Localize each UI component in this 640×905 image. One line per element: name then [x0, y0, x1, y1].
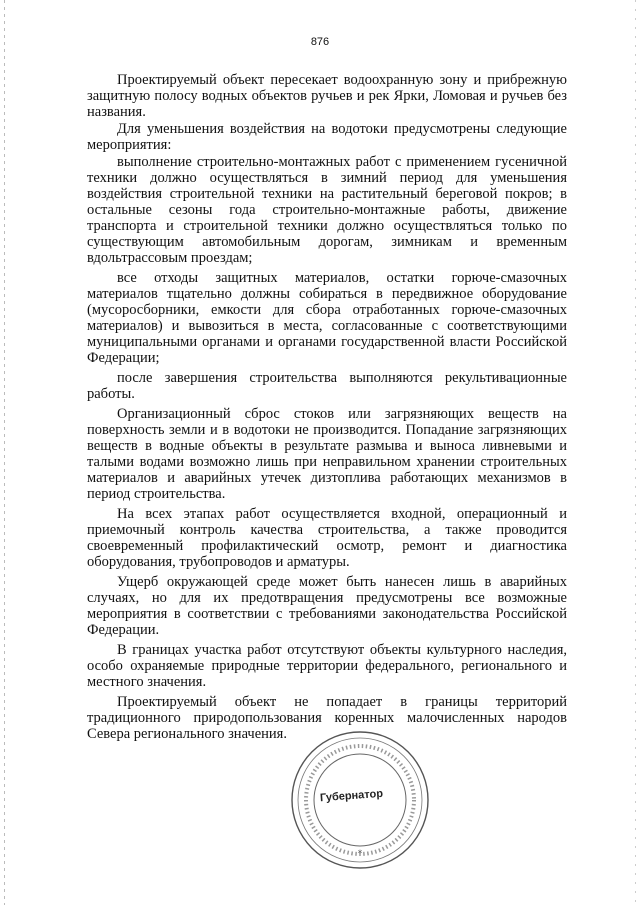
page-number: 876	[310, 36, 330, 48]
paragraph-4: все отходы защитных материалов, остатки горюче-смазочных материалов тщательно должны собираться в передвижное оборудование (мусоросборники, емкости для сбора отработанных горюче-смазочных материалов) и вывозиться в места, согласованные с соответствующими муниципальными органами и органами государственной власти Российской Федерации;	[87, 270, 567, 366]
paragraph-2: Для уменьшения воздействия на водотоки предусмотрены следующие мероприятия:	[87, 121, 567, 153]
scan-edge-right	[635, 0, 636, 905]
paragraph-8: Ущерб окружающей среде может быть нанесен лишь в аварийных случаях, но для их предотвращения предусмотрены все возможные мероприятия в соответствии с требованиями законодательства Российской Федерации.	[87, 574, 567, 638]
scan-edge-left	[4, 0, 5, 905]
paragraph-5: после завершения строительства выполняются рекультивационные работы.	[87, 370, 567, 402]
paragraph-7: На всех этапах работ осуществляется входной, операционный и приемочный контроль качества строительства, а также проводится своевременный профилактический осмотр, ремонт и диагностика оборудования, трубопроводов и арматуры.	[87, 506, 567, 570]
svg-text:*: *	[357, 849, 363, 859]
document-body	[87, 72, 567, 742]
seal-label: Губернатор	[319, 787, 384, 805]
paragraph-6: Организационный сброс стоков или загрязняющих веществ на поверхность земли и в водотоки не производится. Попадание загрязняющих веществ в водные объекты в результате размыва и выноса ливневыми и талыми водами возможно лишь при неправильном хранении строительных материалов и аварийных утечек дизтоплива работающих механизмов в период строительства.	[87, 406, 567, 502]
paragraph-3: выполнение строительно-монтажных работ с применением гусеничной техники должно осуществляться в зимний период для уменьшения воздействия строительной техники на растительный береговой покров; в остальные сезоны года строительно-монтажные работы, движение транспорта и строительной техники должно осуществляться только по существующим автомобильным дорогам, зимникам и временным вдольтрассовым проездам;	[87, 154, 567, 266]
paragraph-9: В границах участка работ отсутствуют объекты культурного наследия, особо охраняемые природные территории федерального, регионального и местного значения.	[87, 642, 567, 690]
paragraph-1: Проектируемый объект пересекает водоохранную зону и прибрежную защитную полосу водных объектов ручьев и рек Ярки, Ломовая и ручьев без названия.	[87, 72, 567, 120]
paragraph-10: Проектируемый объект не попадает в границы территорий традиционного природопользования коренных малочисленных народов Севера регионального значения.	[87, 694, 567, 742]
